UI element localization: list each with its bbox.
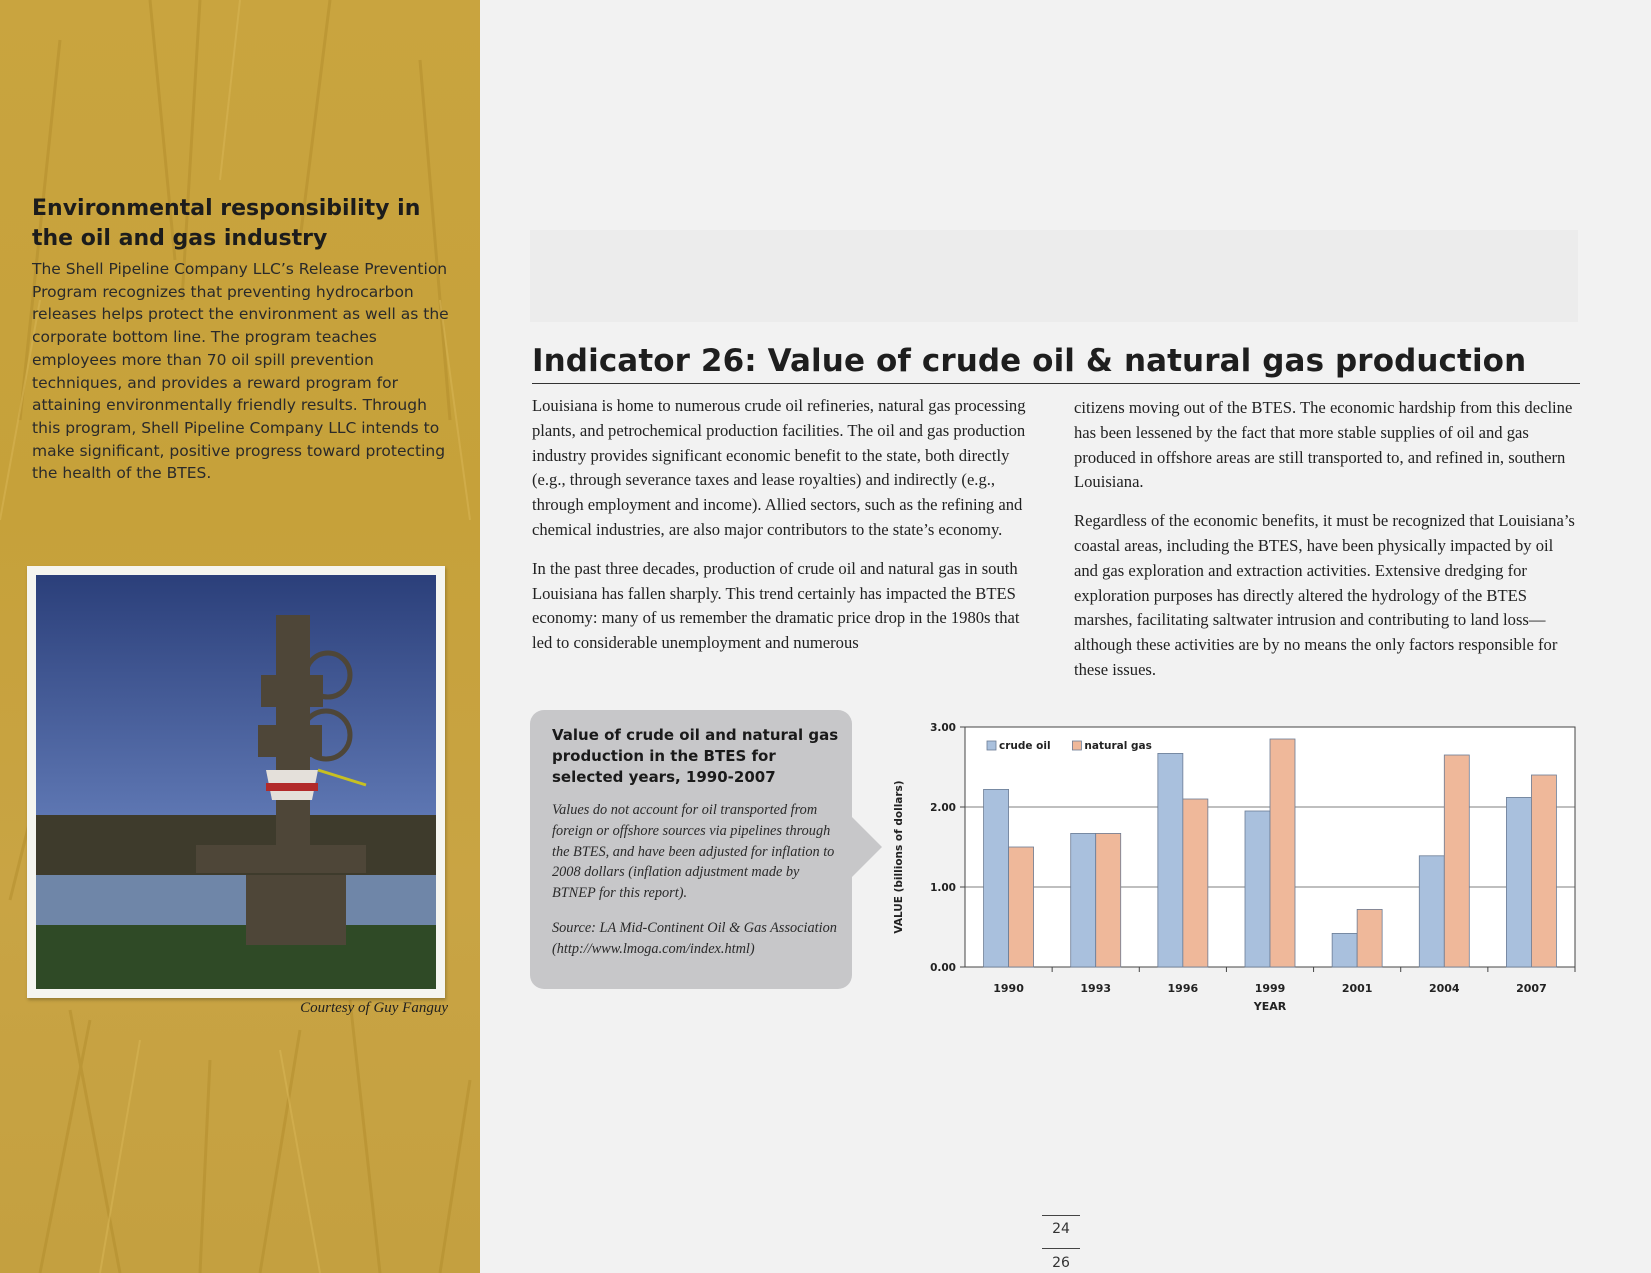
bar-natural-gas <box>1270 739 1295 967</box>
legend-label: crude oil <box>999 740 1051 752</box>
callout-source: Source: LA Mid-Continent Oil & Gas Association (http://www.lmoga.com/index.html) <box>552 920 837 957</box>
paragraph: citizens moving out of the BTES. The economic hardship from this decline has been lessened by the fact that more stable supplies of oil and gas produced in offshore areas are still transported to, and refined in, southern Louisiana. <box>1074 398 1573 492</box>
x-tick-label: 2007 <box>1516 982 1547 995</box>
sidebar-title: Environmental responsibility in the oil and gas industry <box>32 196 421 251</box>
bar-natural-gas <box>1357 909 1382 967</box>
bar-crude-oil <box>1071 833 1096 967</box>
page-number: 26 <box>1052 1255 1070 1271</box>
bar-natural-gas <box>1009 847 1034 967</box>
x-axis-label: YEAR <box>1253 1000 1287 1013</box>
legend-swatch <box>987 741 996 750</box>
show-through-band <box>530 230 1578 322</box>
paragraph: Regardless of the economic benefits, it must be recognized that Louisiana’s coastal areas, including the BTES, have been physically impacted by oil and gas exploration and extraction activities. Extensive dredging for exploration purposes has directly altered the hydrology of the BTES marshes, facilitating saltwater intrusion and contributing to land loss—although these activities are by no means the only factors responsible for these issues. <box>1074 511 1575 679</box>
callout-note: Values do not account for oil transported from foreign or offshore sources via pipelines through the BTES, and have been adjusted for inflation to 2008 dollars (inflation adjustment made by BTNEP for this report). <box>552 802 835 902</box>
page-number-rule <box>1042 1248 1080 1249</box>
callout-title: Value of crude oil and natural gas production in the BTES for selected years, 1990-2007 <box>552 726 839 786</box>
page-number-rule <box>1042 1215 1080 1216</box>
wellhead-photo <box>27 566 445 998</box>
bar-natural-gas <box>1183 799 1208 967</box>
bar-crude-oil <box>1332 933 1357 967</box>
legend-swatch <box>1072 741 1081 750</box>
photo-caption: Courtesy of Guy Fanguy <box>300 1000 448 1016</box>
y-tick-label: 1.00 <box>930 882 956 894</box>
x-tick-label: 2004 <box>1428 982 1460 995</box>
bar-natural-gas <box>1531 775 1556 967</box>
left-text-column <box>532 394 1037 670</box>
y-tick-label: 3.00 <box>930 722 956 734</box>
paragraph: In the past three decades, production of crude oil and natural gas in south Louisiana has fallen sharply. This trend certainly has impacted the BTES economy: many of us remember the dramatic price drop in the 1980s that led to considerable unemployment and numerous <box>532 558 1020 653</box>
bar-crude-oil <box>984 789 1009 967</box>
paragraph: Louisiana is home to numerous crude oil refineries, natural gas processing plants, and petrochemical production facilities. The oil and gas production industry provides significant economic benefit to the state, both directly (e.g., through severance taxes and lease royalties) and indirectly (e.g., through employment and income). Allied sectors, such as the refining and chemical industries, are also major contributors to the state’s economy. <box>532 396 1026 539</box>
bar-natural-gas <box>1444 755 1469 967</box>
bar-crude-oil <box>1245 811 1270 967</box>
legend-label: natural gas <box>1084 740 1152 752</box>
bar-crude-oil <box>1506 797 1531 967</box>
bar-chart <box>880 715 1590 1020</box>
x-tick-label: 1990 <box>993 982 1024 995</box>
callout-pointer <box>850 815 882 879</box>
y-tick-label: 0.00 <box>930 962 956 974</box>
x-tick-label: 2001 <box>1341 982 1373 995</box>
x-tick-label: 1993 <box>1080 982 1112 995</box>
bar-natural-gas <box>1096 833 1121 967</box>
x-tick-label: 1999 <box>1254 982 1286 995</box>
page-title: Indicator 26: Value of crude oil & natural gas production <box>532 343 1580 384</box>
y-axis-label: VALUE (billions of dollars) <box>893 780 905 934</box>
sidebar-body-text: The Shell Pipeline Company LLC’s Release Prevention Program recognizes that preventing hydrocarbon releases helps protect the environment as well as the corporate bottom line. The program teaches employees more than 70 oil spill prevention techniques, and provides a reward program for attaining environmentally friendly results. Through this program, Shell Pipeline Company LLC intends to make significant, positive progress toward protecting the health of the BTES. <box>32 260 449 483</box>
right-text-column <box>1074 396 1579 697</box>
sidebar-panel <box>0 0 480 1273</box>
bar-crude-oil <box>1419 856 1444 967</box>
x-tick-label: 1996 <box>1167 982 1199 995</box>
bar-crude-oil <box>1158 753 1183 967</box>
y-tick-label: 2.00 <box>930 802 956 814</box>
page-number: 24 <box>1052 1221 1070 1237</box>
